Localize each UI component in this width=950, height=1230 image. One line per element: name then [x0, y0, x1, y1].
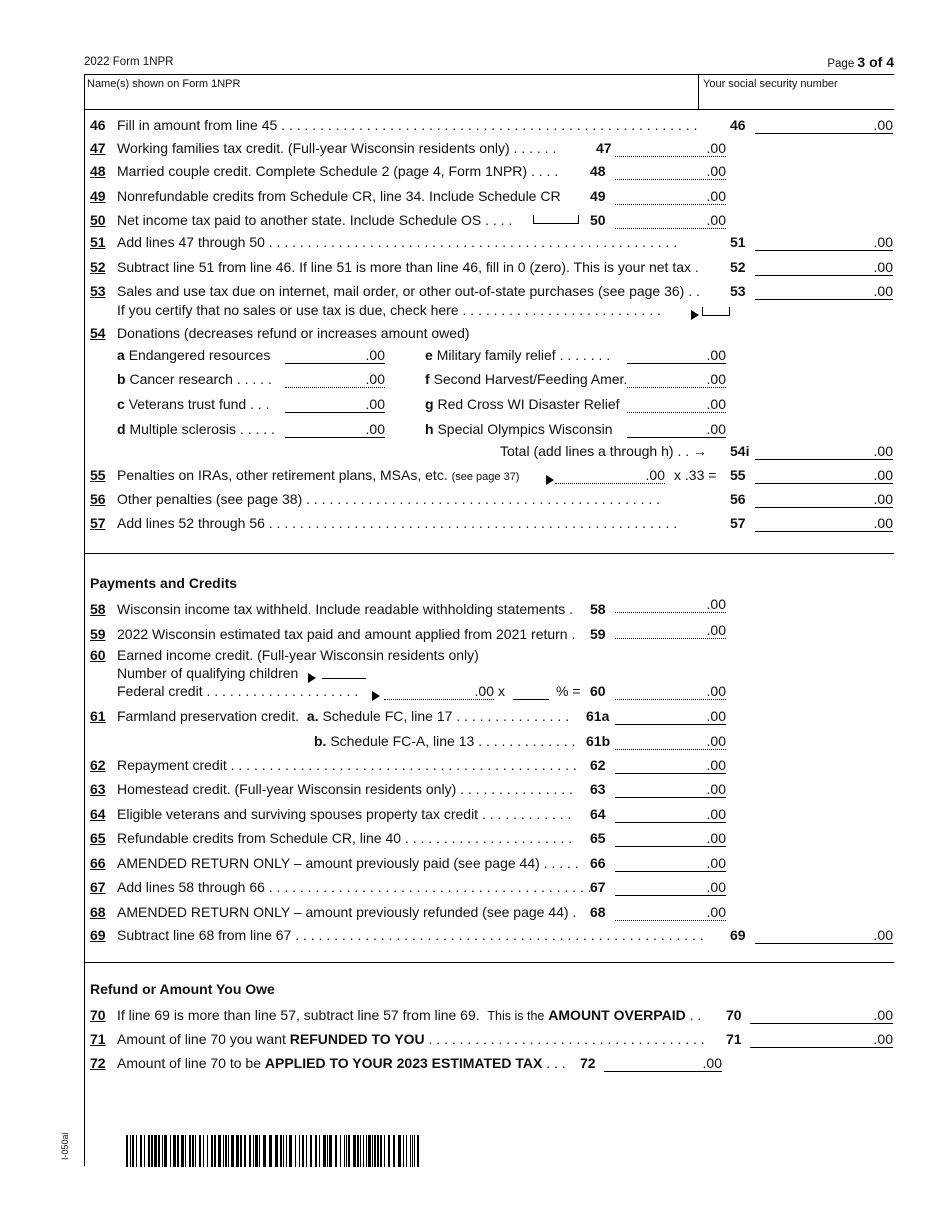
amount-field[interactable]: .00 — [615, 756, 726, 774]
amount-field[interactable]: .00 — [615, 621, 726, 639]
amount-field[interactable]: .00 — [285, 420, 385, 438]
line-ref: 47 — [596, 140, 612, 156]
line-71: 71 Amount of line 70 you want REFUNDED TO YOU . . . . . . . . . . . . . . . . . . . . . . . . . . . . . . . . . . . . 71 .00 — [90, 1031, 893, 1047]
federal-credit-field[interactable]: .00 — [384, 682, 494, 700]
amount-field[interactable]: .00 — [755, 926, 893, 944]
line-text: Refundable credits from Schedule CR, line 40 . . . . . . . . . . . . . . . . . . . . . . — [117, 830, 573, 846]
amount-field[interactable]: .00 — [615, 162, 726, 180]
line-55: 55 Penalties on IRAs, other retirement plans, MSAs, etc. (see page 37) .00 x .33 = 55 .00 — [90, 466, 900, 484]
line-text: Married couple credit. Complete Schedule 2 (page 4, Form 1NPR) . . . . — [117, 163, 559, 179]
line-52 — [90, 258, 900, 276]
amount-field[interactable]: .00 — [285, 370, 385, 388]
donation-d: d Multiple sclerosis . . . . . .00 h Special Olympics Wisconsin .00 — [117, 421, 726, 437]
donation-label: Veterans trust fund . . . — [128, 396, 270, 412]
line-ref: 60 — [590, 683, 606, 699]
line-ref: 57 — [730, 515, 746, 531]
os-checkbox[interactable] — [533, 215, 579, 224]
donation-b: b Cancer research . . . . . .00 f Second Harvest/Feeding Amer. .00 — [117, 371, 726, 387]
section-title-refund: Refund or Amount You Owe — [90, 981, 275, 997]
line-text: Net income tax paid to another state. Include Schedule OS . . . . — [117, 212, 513, 228]
line-59 — [90, 622, 900, 643]
line-ref: 54i — [730, 443, 750, 459]
amount-field[interactable]: .00 — [615, 805, 726, 823]
line-text: Donations (decreases refund or increases amount owed) — [117, 325, 470, 341]
line-number: 55 — [90, 467, 106, 483]
amount-field[interactable]: .00 — [755, 258, 893, 276]
line-57 — [90, 514, 900, 532]
line-text: Federal credit . . . . . . . . . . . . . . . . . . . . — [117, 683, 359, 699]
line-number: 59 — [90, 626, 106, 642]
line-62: 62 Repayment credit . . . . . . . . . . . . . . . . . . . . . . . . . . . . . . . . . . . . . . . . . . . . . 62 .00 — [90, 757, 726, 773]
line-67: 67 Add lines 58 through 66 . . . . . . . . . . . . . . . . . . . . . . . . . . . . . . . . . . . . . . . . . . 67 .00 — [90, 879, 726, 895]
line-64: 64 Eligible veterans and surviving spouses property tax credit . . . . . . . . . . . . 64 .00 — [90, 806, 726, 822]
children-count-field[interactable] — [322, 678, 366, 679]
line-50 — [90, 211, 900, 229]
line-text: If you certify that no sales or use tax is due, check here . . . . . . . . . . . . . . . . . . . . . . . . . . — [117, 302, 661, 318]
amount-field[interactable]: .00 — [615, 682, 726, 700]
name-ssn-box — [84, 74, 894, 110]
donation-a: a Endangered resources .00 e Military family relief . . . . . . . .00 — [117, 347, 726, 363]
line-text: Earned income credit. (Full-year Wisconsin residents only) — [117, 647, 479, 663]
line-number: 48 — [90, 163, 106, 179]
line-56 — [90, 490, 900, 508]
line-text: Other penalties (see page 38) . . . . . . . . . . . . . . . . . . . . . . . . . . . . . . . . . . . . . . . . . . . . . . — [117, 491, 661, 507]
line-60 — [90, 646, 900, 664]
line-53-certify — [90, 301, 900, 319]
line-ref: 51 — [730, 234, 746, 250]
line-60-federal — [90, 682, 900, 700]
line-text: Repayment credit . . . . . . . . . . . . . . . . . . . . . . . . . . . . . . . . . . . . . . . . . . . . . — [117, 757, 577, 773]
amount-field[interactable]: .00 — [627, 420, 726, 438]
amount-field[interactable]: .00 — [627, 395, 726, 413]
line-number: 53 — [90, 283, 106, 299]
amount-field[interactable]: .00 — [615, 732, 726, 750]
line-number: 47 — [90, 140, 106, 156]
amount-field[interactable]: .00 — [615, 780, 726, 798]
line-text: Eligible veterans and surviving spouses property tax credit . . . . . . . . . . . . — [117, 806, 572, 822]
line-number: 56 — [90, 491, 106, 507]
line-66: 66 AMENDED RETURN ONLY – amount previously paid (see page 44) . . . . . 66 .00 — [90, 855, 726, 871]
amount-field[interactable]: .00 — [285, 346, 385, 364]
line-47 — [90, 139, 900, 157]
amount-field[interactable]: .00 — [615, 595, 726, 613]
line-number: 57 — [90, 515, 106, 531]
amount-field[interactable]: .00 — [755, 490, 893, 508]
line-text: 2022 Wisconsin estimated tax paid and amount applied from 2021 return . — [117, 626, 576, 642]
line-54 — [90, 324, 900, 342]
amount-field[interactable]: .00 — [615, 187, 726, 205]
line-65: 65 Refundable credits from Schedule CR, line 40 . . . . . . . . . . . . . . . . . . . . . . 65 .00 — [90, 830, 726, 846]
line-ref: 48 — [590, 163, 606, 179]
line-72: 72 Amount of line 70 to be APPLIED TO YOUR 2023 ESTIMATED TAX . . . 72 .00 — [90, 1055, 722, 1071]
line-text: Wisconsin income tax withheld. Include readable withholding statements . — [117, 601, 574, 617]
donation-label: Endangered resources — [128, 347, 271, 363]
line-text: Subtract line 68 from line 67 . . . . . . . . . . . . . . . . . . . . . . . . . . . . . . . . . . . . . . . . . . . . . . . . . . . . . — [117, 927, 704, 943]
line-text: Number of qualifying children — [117, 665, 299, 681]
amount-field[interactable]: .00 — [615, 707, 726, 725]
amount-field[interactable]: .00 — [615, 829, 726, 847]
line-46 — [90, 116, 900, 134]
section-divider — [84, 962, 894, 963]
line-number: 49 — [90, 188, 106, 204]
form-title: 2022 Form 1NPR — [84, 56, 174, 68]
section-divider — [84, 553, 894, 554]
refund-field[interactable]: .00 — [750, 1030, 893, 1048]
line-text: AMENDED RETURN ONLY – amount previously paid (see page 44) . . . . . — [117, 855, 579, 871]
amount-field[interactable]: .00 — [627, 370, 726, 388]
amount-field[interactable]: .00 — [755, 466, 893, 484]
donation-label: Military family relief . . . . . . . — [436, 347, 611, 363]
line-ref: 58 — [590, 601, 606, 617]
amount-field[interactable]: .00 — [755, 514, 893, 532]
section-title-payments: Payments and Credits — [90, 575, 238, 591]
line-61b: b. Schedule FC-A, line 13 . . . . . . . . . . . . . 61b .00 — [314, 733, 726, 749]
line-ref: 52 — [730, 259, 746, 275]
amount-field[interactable]: .00 — [755, 116, 893, 134]
line-ref: 49 — [590, 188, 606, 204]
amount-field[interactable]: .00 — [755, 233, 893, 251]
line-text: Fill in amount from line 45 . . . . . . . . . . . . . . . . . . . . . . . . . . . . . . . . . . . . . . . . . . . . . . . . . . . . . . — [117, 117, 698, 133]
line-number: 61 — [90, 708, 106, 724]
line-49 — [90, 187, 900, 205]
estimated-tax-field[interactable]: .00 — [604, 1054, 722, 1072]
multiplier-text: x .33 = — [674, 467, 717, 483]
penalty-base-field[interactable]: .00 — [555, 466, 665, 484]
line-68: 68 AMENDED RETURN ONLY – amount previously refunded (see page 44) . 68 .00 — [90, 904, 726, 920]
amount-field[interactable]: .00 — [755, 442, 893, 460]
amount-field[interactable]: .00 — [615, 854, 726, 872]
line-48 — [90, 162, 900, 180]
percent-field[interactable] — [513, 682, 549, 700]
line-63: 63 Homestead credit. (Full-year Wisconsin residents only) . . . . . . . . . . . . . . . 63 .00 — [90, 781, 726, 797]
line-51 — [90, 233, 900, 251]
percent-text: % = — [556, 683, 581, 699]
line-ref: 46 — [730, 117, 746, 133]
line-ref: 61b — [586, 733, 611, 749]
no-sales-tax-checkbox[interactable] — [702, 307, 730, 316]
donation-label: Red Cross WI Disaster Relief — [437, 396, 620, 412]
line-58 — [90, 596, 900, 618]
line-number: 46 — [90, 117, 106, 133]
line-number: 52 — [90, 259, 106, 275]
line-number: 58 — [90, 601, 106, 617]
name-field-label[interactable]: Name(s) shown on Form 1NPR — [87, 78, 241, 90]
line-69: 69 Subtract line 68 from line 67 . . . . . . . . . . . . . . . . . . . . . . . . . . . . . . . . . . . . . . . . . . . . . . . . . . . . . 69 .00 — [90, 927, 893, 943]
donation-total — [90, 442, 900, 460]
left-border — [84, 74, 85, 1166]
donation-label: Special Olympics Wisconsin — [437, 421, 613, 437]
donation-label: Multiple sclerosis . . . . . — [129, 421, 275, 437]
line-text: Sales and use tax due on internet, mail order, or other out-of-state purchases (see page 36) . . — [117, 283, 700, 299]
line-ref: 50 — [590, 212, 606, 228]
line-text: Working families tax credit. (Full-year Wisconsin residents only) . . . . . . — [117, 140, 557, 156]
line-ref: 61a — [586, 708, 610, 724]
line-text: Add lines 52 through 56 . . . . . . . . . . . . . . . . . . . . . . . . . . . . . . . . . . . . . . . . . . . . . . . . . . . . . — [117, 515, 678, 531]
amount-field[interactable]: .00 — [755, 282, 893, 300]
line-61: 61 Farmland preservation credit. a. Schedule FC, line 17 . . . . . . . . . . . . . . . 61a .00 — [90, 708, 726, 724]
line-text: Homestead credit. (Full-year Wisconsin residents only) . . . . . . . . . . . . . . . — [117, 781, 573, 797]
donation-c: c Veterans trust fund . . . .00 g Red Cross WI Disaster Relief .00 — [117, 396, 726, 412]
total-label: Total (add lines a through h) . . → — [500, 443, 707, 459]
barcode — [126, 1135, 422, 1167]
line-60-children — [90, 664, 900, 682]
times-text: x — [498, 683, 505, 699]
line-53 — [90, 282, 900, 300]
amount-field[interactable]: .00 — [285, 395, 385, 413]
line-text: Subtract line 51 from line 46. If line 51 is more than line 46, fill in 0 (zero). This is your net tax . — [117, 259, 699, 275]
amount-field[interactable]: .00 — [627, 346, 726, 364]
line-ref: 59 — [590, 626, 606, 642]
amount-field[interactable]: .00 — [615, 139, 726, 157]
ssn-field-label[interactable]: Your social security number — [698, 75, 838, 109]
line-number: 50 — [90, 212, 106, 228]
line-text: AMENDED RETURN ONLY – amount previously refunded (see page 44) . — [117, 904, 577, 920]
line-70: 70 If line 69 is more than line 57, subtract line 57 from line 69. This is the AMOUNT OVERPAID . . 70 .00 — [90, 1007, 893, 1023]
line-number: 60 — [90, 647, 106, 663]
arrow-right-icon — [687, 305, 703, 323]
donation-label: Cancer research . . . . . — [129, 371, 272, 387]
form-code: I-050ai — [60, 1132, 70, 1160]
arrow-right-icon — [368, 686, 384, 704]
amount-overpaid-field[interactable]: .00 — [750, 1006, 893, 1024]
line-ref: 56 — [730, 491, 746, 507]
amount-field[interactable]: .00 — [615, 903, 726, 921]
line-ref: 55 — [730, 467, 746, 483]
donation-label: Second Harvest/Feeding Amer. — [433, 371, 628, 387]
amount-field[interactable]: .00 — [615, 211, 726, 229]
line-number: 54 — [90, 325, 106, 341]
amount-field[interactable]: .00 — [615, 878, 726, 896]
line-ref: 53 — [730, 283, 746, 299]
page-number: Page 3 of 4 — [827, 54, 894, 70]
line-text: Add lines 58 through 66 . . . . . . . . . . . . . . . . . . . . . . . . . . . . . . . . . . . . . . . . . . — [117, 879, 592, 895]
line-text: Add lines 47 through 50 . . . . . . . . . . . . . . . . . . . . . . . . . . . . . . . . . . . . . . . . . . . . . . . . . . . . . — [117, 234, 678, 250]
line-number: 51 — [90, 234, 106, 250]
line-text: Nonrefundable credits from Schedule CR, line 34. Include Schedule CR — [117, 188, 561, 204]
